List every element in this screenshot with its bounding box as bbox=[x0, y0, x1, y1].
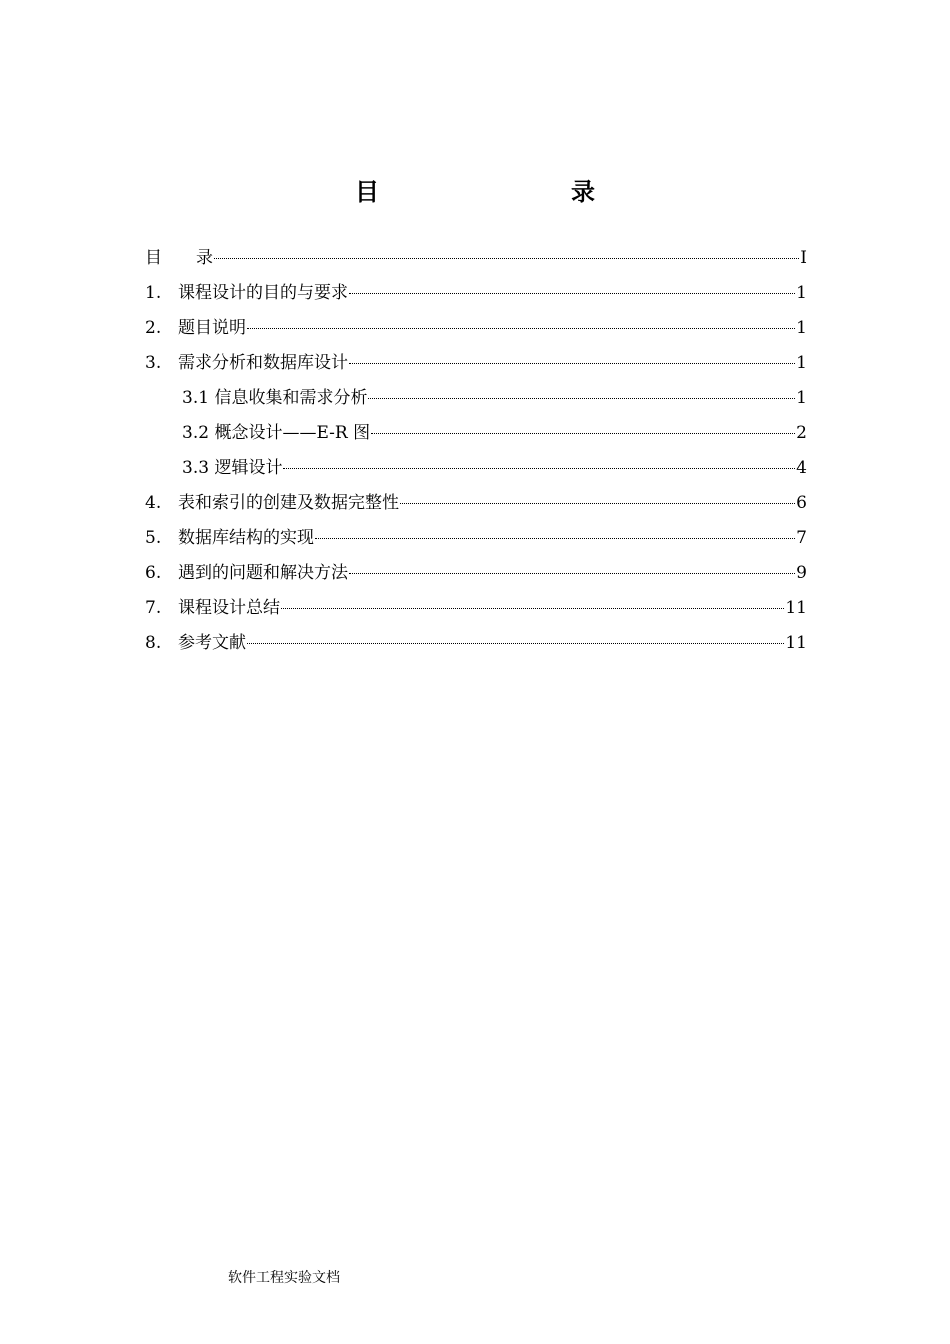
toc-entry-text: 课程设计总结 bbox=[178, 598, 280, 618]
toc-entry-number: 6. bbox=[145, 563, 162, 583]
toc-page-number: 2 bbox=[796, 423, 807, 443]
toc-entry-text: 表和索引的创建及数据完整性 bbox=[178, 493, 399, 513]
toc-page-number: 9 bbox=[796, 563, 807, 583]
toc-entry-text: 题目说明 bbox=[178, 318, 246, 338]
toc-entry-text: 目 录 bbox=[145, 248, 213, 268]
toc-leader-dots bbox=[214, 256, 799, 259]
table-of-contents bbox=[145, 241, 807, 661]
toc-entry-text: 数据库结构的实现 bbox=[178, 528, 314, 548]
toc-entry-1[interactable] bbox=[145, 276, 807, 311]
toc-leader-dots bbox=[283, 466, 795, 469]
toc-entry-5[interactable] bbox=[145, 521, 807, 556]
toc-page-number: 11 bbox=[785, 633, 807, 653]
toc-page-number: 1 bbox=[796, 283, 807, 303]
toc-entry-3-2[interactable] bbox=[145, 416, 807, 451]
toc-leader-dots bbox=[247, 641, 784, 644]
toc-entry-3-1[interactable] bbox=[145, 381, 807, 416]
toc-page-number: 1 bbox=[796, 388, 807, 408]
toc-leader-dots bbox=[281, 606, 784, 609]
toc-entry-number: 8. bbox=[145, 633, 162, 653]
toc-leader-dots bbox=[371, 431, 795, 434]
page-footer: 软件工程实验文档 bbox=[228, 1270, 340, 1286]
toc-entry-number: 1. bbox=[145, 283, 162, 303]
toc-entry-number: 7. bbox=[145, 598, 162, 618]
toc-page-number: 6 bbox=[796, 493, 807, 513]
toc-entry-3[interactable] bbox=[145, 346, 807, 381]
toc-leader-dots bbox=[349, 291, 795, 294]
toc-page-number: 7 bbox=[796, 528, 807, 548]
toc-entry-text: 3.1 信息收集和需求分析 bbox=[182, 388, 368, 408]
toc-leader-dots bbox=[349, 571, 795, 574]
toc-entry-text: 需求分析和数据库设计 bbox=[178, 353, 348, 373]
toc-entry-3-3[interactable] bbox=[145, 451, 807, 486]
toc-entry-text: 课程设计的目的与要求 bbox=[178, 283, 348, 303]
toc-entry-6[interactable] bbox=[145, 556, 807, 591]
toc-entry-text: 参考文献 bbox=[178, 633, 246, 653]
toc-page-number: 11 bbox=[785, 598, 807, 618]
toc-page-number: 1 bbox=[796, 318, 807, 338]
toc-page-number: I bbox=[800, 248, 807, 268]
toc-page-number: 1 bbox=[796, 353, 807, 373]
toc-entry-text: 3.3 逻辑设计 bbox=[182, 458, 283, 478]
toc-leader-dots bbox=[368, 396, 795, 399]
toc-entry-number: 3. bbox=[145, 353, 162, 373]
toc-leader-dots bbox=[349, 361, 795, 364]
toc-entry-text: 3.2 概念设计——E-R 图 bbox=[182, 423, 371, 443]
toc-page-number: 4 bbox=[796, 458, 807, 478]
page-title: 目 录 bbox=[355, 177, 643, 206]
toc-entry-number: 4. bbox=[145, 493, 162, 513]
toc-entry-8[interactable] bbox=[145, 626, 807, 661]
toc-entry-text: 遇到的问题和解决方法 bbox=[178, 563, 348, 583]
toc-entry-number: 5. bbox=[145, 528, 162, 548]
toc-entry-7[interactable] bbox=[145, 591, 807, 626]
toc-leader-dots bbox=[400, 501, 795, 504]
toc-entry-2[interactable] bbox=[145, 311, 807, 346]
toc-entry-4[interactable] bbox=[145, 486, 807, 521]
toc-leader-dots bbox=[247, 326, 795, 329]
toc-entry-contents[interactable] bbox=[145, 241, 807, 276]
toc-leader-dots bbox=[315, 536, 795, 539]
toc-entry-number: 2. bbox=[145, 318, 162, 338]
